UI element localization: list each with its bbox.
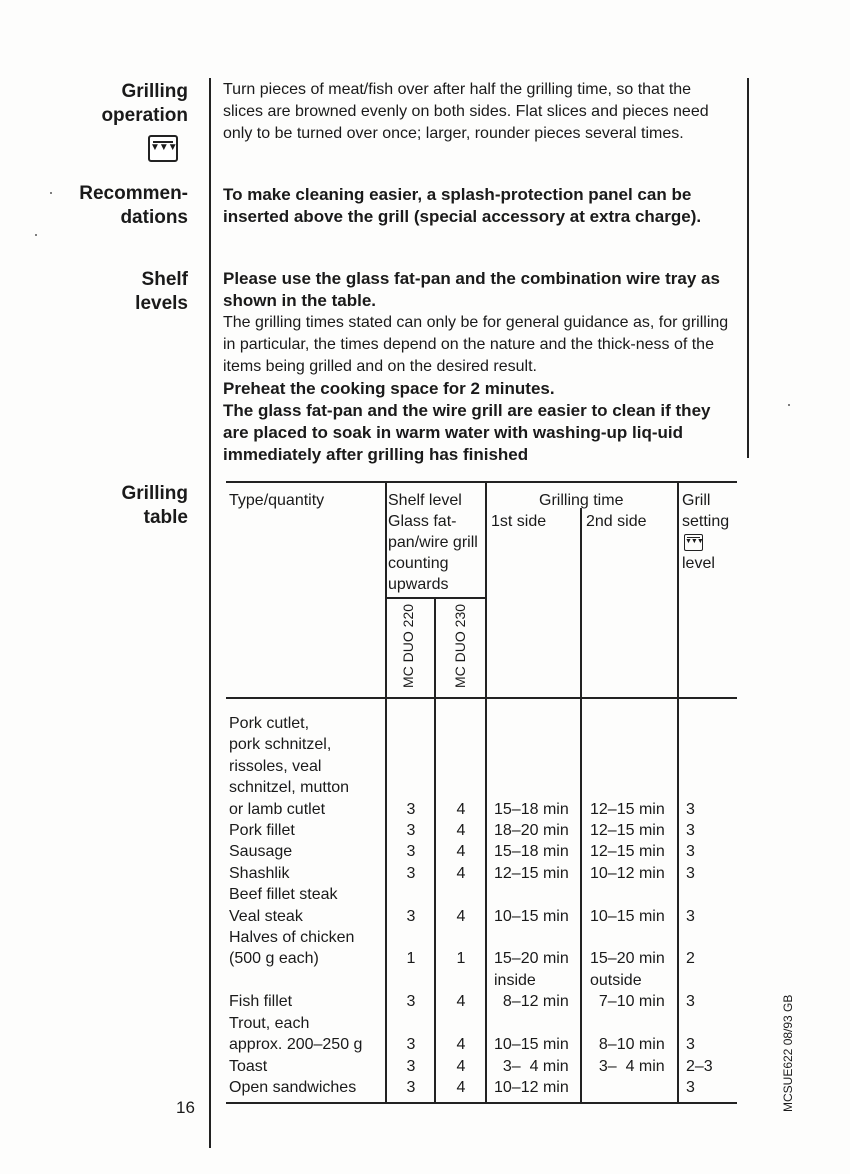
header-level: level	[682, 555, 715, 572]
paragraph-guidance: The grilling times stated can only be for general guidance as, for grilling in particular, the times depend on the nature and the thick-ness of the items being grilled and on the desired result.	[223, 314, 729, 375]
header-shelf-level: Shelf level Glass fat-pan/wire grill counting upwards	[388, 492, 478, 593]
margin-rule	[209, 78, 211, 1148]
paragraph-splash-panel: To make cleaning easier, a splash-protection panel can be inserted above the grill (special accessory at extra charge).	[223, 185, 702, 226]
column-side-1: 15–18 min 18–20 min 15–18 min 12–15 min 10–15 min 15–20 min inside 8–12 min 10–15 min 3– 4 min 10–12 min	[494, 800, 569, 1096]
right-rule	[747, 78, 749, 458]
header-side-1: 1st side	[491, 513, 547, 530]
table-header-rule	[226, 697, 737, 699]
column-setting: 3 3 3 3 3 2 3 3 2–3 3	[686, 800, 713, 1096]
paragraph-use-glass-pan: Please use the glass fat-pan and the combination wire tray as shown in the table.	[223, 269, 720, 310]
header-grill-setting: Grill setting	[682, 492, 730, 530]
grill-element-icon: ▼▼▼	[148, 135, 178, 162]
heading-grilling-table: Grilling table	[121, 483, 188, 528]
paragraph-preheat: Preheat the cooking space for 2 minutes.	[223, 379, 555, 398]
column-type: Pork cutlet, pork schnitzel, rissoles, veal schnitzel, mutton or lamb cutlet Pork fillet Sausage Shashlik Beef fillet steak Veal steak Halves of chicken (500 g each) Fish fillet Trout, each approx. 200–250 g Toast Open sandwiches	[229, 715, 363, 1096]
heading-recommendations: Recommen- dations	[79, 183, 188, 228]
column-side-2: 12–15 min 12–15 min 12–15 min 10–12 min 10–15 min 15–20 min outside 7–10 min 8–10 min 3– 4 min	[590, 800, 665, 1075]
col-divider-setting	[677, 481, 679, 1102]
column-duo-230: 4 4 4 4 4 1 4 4 4 4	[456, 800, 466, 1096]
col-divider-side2	[580, 508, 582, 1102]
header-duo-230: MC DUO 230	[452, 603, 468, 688]
column-duo-220: 3 3 3 3 3 1 3 3 3 3	[406, 800, 416, 1096]
scan-speck	[50, 192, 52, 194]
scan-speck	[788, 404, 790, 406]
header-duo-220: MC DUO 220	[400, 603, 416, 688]
page-number: 16	[176, 1098, 195, 1117]
scan-speck	[35, 234, 37, 236]
table-bottom-rule	[226, 1102, 737, 1104]
shelf-levels-text	[223, 268, 733, 466]
header-side-2: 2nd side	[586, 513, 647, 530]
heading-shelf-levels: Shelf levels	[135, 269, 188, 314]
paragraph-soak: The glass fat-pan and the wire grill are easier to clean if they are placed to soak in warm water with washing-up liq-uid immediately after grilling has finished	[223, 401, 711, 464]
paragraph-turn-over: Turn pieces of meat/fish over after half the grilling time, so that the slices are browned evenly on both sides. Flat slices and pieces need only to be turned over once; larger, rounder pieces several times.	[223, 81, 709, 142]
grill-setting-icon: ▼▼▼	[684, 534, 703, 551]
col-divider-shelf	[385, 481, 387, 1102]
col-divider-duo	[434, 597, 436, 1102]
heading-grilling-operation: Grilling operation	[101, 81, 188, 126]
document-code: MCSUE622 08/93 GB	[781, 994, 795, 1112]
header-grilling-time: Grilling time	[539, 492, 624, 509]
table-top-rule	[226, 481, 737, 483]
header-type: Type/quantity	[229, 492, 325, 509]
